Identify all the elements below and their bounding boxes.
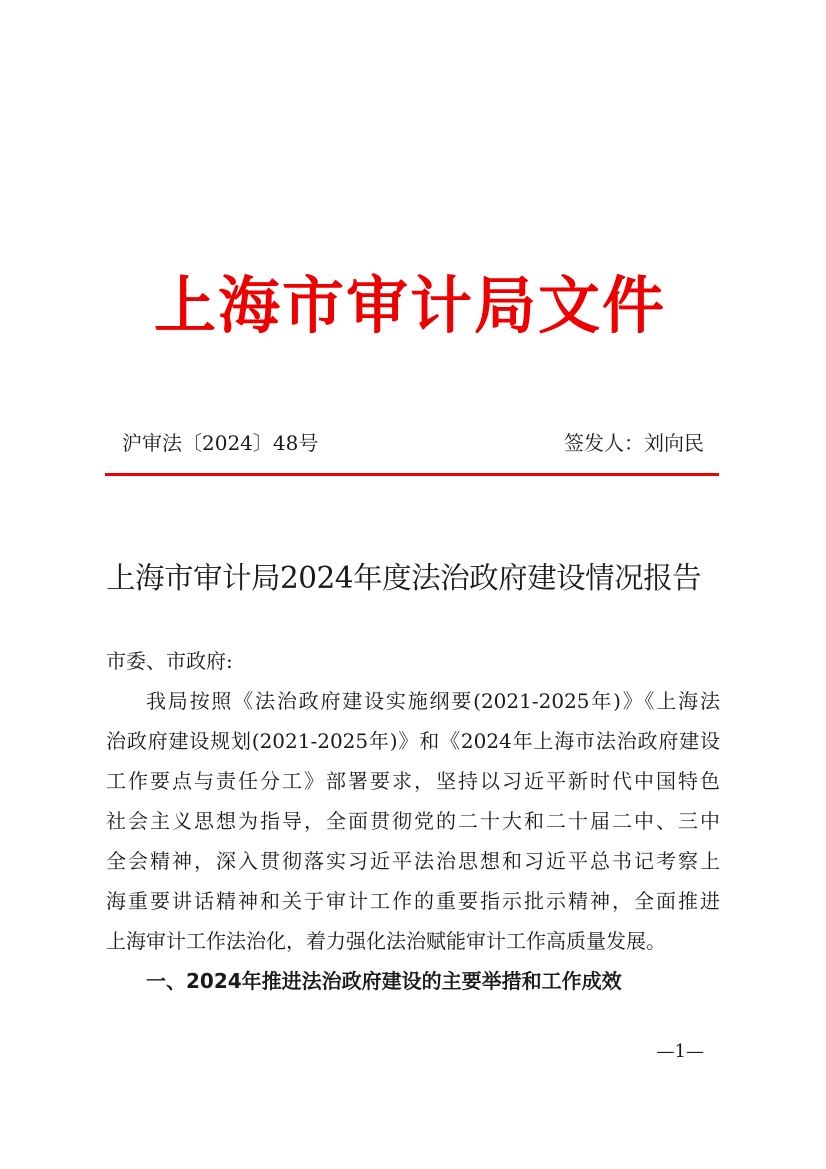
paragraph-line: 社会主义思想为指导，全面贯彻党的二十大和二十届二中、三中: [106, 809, 720, 833]
paragraph-line: 治政府建设规划(2021-2025年)》和《2024年上海市法治政府建设: [106, 729, 720, 753]
document-masthead: 上海市审计局文件: [153, 269, 666, 342]
document-number: 沪审法〔2024〕48号: [122, 431, 319, 455]
report-title: 上海市审计局2024年度法治政府建设情况报告: [106, 561, 702, 595]
section-heading: 一、2024年推进法治政府建设的主要举措和工作成效: [146, 969, 622, 993]
paragraph-line: 我局按照《法治政府建设实施纲要(2021-2025年)》《上海法: [146, 689, 720, 713]
paragraph-line: 工作要点与责任分工》部署要求，坚持以习近平新时代中国特色: [106, 769, 720, 793]
page-number: —1—: [656, 1041, 704, 1062]
paragraph-line: 全会精神，深入贯彻落实习近平法治思想和习近平总书记考察上: [106, 849, 720, 873]
paragraph-line: 上海审计工作法治化，着力强化法治赋能审计工作高质量发展。: [106, 929, 666, 953]
paragraph-line: 海重要讲话精神和关于审计工作的重要指示批示精神，全面推进: [106, 889, 720, 913]
issuer-signature: 签发人：刘向民: [564, 431, 704, 455]
salutation: 市委、市政府:: [106, 649, 233, 673]
red-divider-line: [105, 473, 719, 476]
